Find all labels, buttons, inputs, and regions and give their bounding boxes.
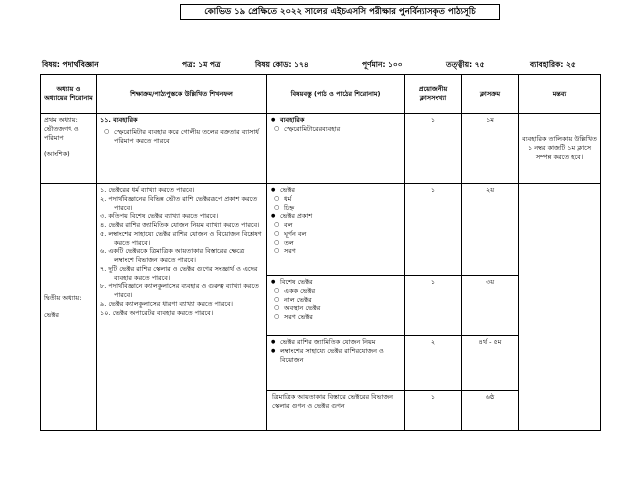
content-item: ○ স্ফেরোমিটারেরব্যবহার xyxy=(284,125,401,134)
table-row xyxy=(41,114,601,184)
sequence-cell: ৩য় xyxy=(462,276,519,336)
content-bullet: ● লম্বাংশের সাহায্যে ভেক্টর রাশিরযোজন ও বিয়োজন xyxy=(280,347,401,365)
table-row xyxy=(41,184,601,276)
chapter-line: দ্বিতীয় অধ্যায়: xyxy=(44,294,82,303)
subject-code-label: বিষয় কোড: ১৭৪ xyxy=(255,60,309,69)
classes-cell: ১ xyxy=(405,114,462,184)
content-bullet: ● বিশেষ ভেক্টর xyxy=(280,278,401,287)
theory-marks-label: তত্ত্বীয়: ৭৫ xyxy=(446,60,485,69)
content-cell xyxy=(267,391,405,431)
outcome-item: ৭. দুটি ভেক্টর রাশির স্কেলার ও ভেক্টর গুণের সংজ্ঞার্থ ও এদের ব্যবহার করতে পারবে। xyxy=(100,264,258,282)
remarks-cell xyxy=(519,184,601,431)
outcome-item: ○ স্ফেরোমিটার ব্যবহার করে গোলীয় তলের বক্রতার ব্যাসার্ধ পরিমাপ করতে পারবে xyxy=(114,128,263,146)
classes-cell: ২ xyxy=(405,336,462,391)
full-marks-label: পূর্ণমান: ১০০ xyxy=(362,60,403,69)
paper-label: পত্র: ১ম পত্র xyxy=(182,60,221,69)
content-plain: ত্রিমাত্রিক আয়তাকার বিস্তারে ভেক্টরের বিভাজন স্কেলার গুণন ও ভেক্টর গুণন xyxy=(272,393,394,410)
content-subitem: ○ অবস্থান ভেক্টর xyxy=(284,304,401,313)
chapter-cell xyxy=(41,114,97,184)
content-subitem: ○ বল xyxy=(284,221,401,230)
content-cell xyxy=(267,184,405,276)
content-subitem: ○ নাল ভেক্টর xyxy=(284,296,401,305)
col-remarks-header: মন্তব্য xyxy=(519,75,601,114)
classes-cell: ১ xyxy=(405,391,462,431)
outcome-item: ১০. ভেক্টর অপারেটর ব্যবহার করতে পারবে। xyxy=(100,308,214,317)
classes-cell: ১ xyxy=(405,276,462,336)
chapter-line: ভেক্টর xyxy=(44,311,59,319)
content-subitem: ○ চিহ্ন xyxy=(284,204,401,213)
outcome-item: ৪. ভেক্টর রাশির জ্যামিতিক যোজন নিয়ম ব্যাখ্যা করতে পারবে। xyxy=(100,221,260,230)
chapter-line: প্রথম অধ্যায়: xyxy=(44,116,78,124)
sequence-cell: ২য় xyxy=(462,184,519,276)
outcome-item: ৫. লম্বাংশের সাহায্যে ভেক্টর রাশির যোজন ও বিয়োজন বিশ্লেষণ করতে পারবে। xyxy=(100,229,262,247)
col-sequence-header: ক্লাসক্রম xyxy=(462,75,519,114)
content-subitem: ○ একক ভেক্টর xyxy=(284,287,401,296)
table-header-row xyxy=(41,75,601,114)
content-bullet: ● ভেক্টর রাশির জ্যামিতিক যোজন নিয়ম xyxy=(280,338,401,347)
subject-label: বিষয়: পদার্থবিজ্ঞান xyxy=(42,60,99,69)
outcome-item: ৩. কতিপয় বিশেষ ভেক্টর ব্যাখ্যা করতে পারবে। xyxy=(100,212,219,221)
sequence-cell: ৪র্থ - ৫ম xyxy=(462,336,519,391)
col-chapter-header: অধ্যায় ও অধ্যায়ের শিরোনাম xyxy=(41,75,97,114)
syllabus-table xyxy=(40,74,601,431)
sequence-cell: ১ম xyxy=(462,114,519,184)
content-bullet: ● ভেক্টর প্রকাশ xyxy=(280,212,401,221)
document-title: কোভিড ১৯ প্রেক্ষিতে ২০২২ সালের এইচএসসি পরীক্ষার পুনর্বিন্যাসকৃত পাঠ্যসূচি xyxy=(180,4,500,20)
content-subitem: ○ ঘূর্ণন বল xyxy=(284,230,401,239)
classes-cell: ১ xyxy=(405,184,462,276)
outcome-item: ৬. একটি ভেক্টরকে ত্রিমাত্রিক আয়তাকার বিস্তারের ক্ষেত্রে লম্বাংশে বিভাজন করতে পারবে। xyxy=(100,247,245,265)
chapter-line: (আংশিক) xyxy=(44,150,70,159)
col-classes-header: প্রয়োজনীয় ক্লাসসংখ্যা xyxy=(405,75,462,114)
content-subitem: ○ তল xyxy=(284,239,401,248)
outcomes-cell xyxy=(97,114,267,184)
outcome-item: ১. ভেক্টরের ধর্ম ব্যাখ্যা করতে পারবে। xyxy=(100,186,195,194)
content-bullet: ● ভেক্টর xyxy=(280,186,401,195)
content-heading: ● ব্যবহারিক xyxy=(280,116,401,125)
col-outcomes-header: শিক্ষাক্রম/পাঠ্যপুস্তকে উল্লিখিত শিখনফল xyxy=(97,75,267,114)
chapter-cell xyxy=(41,184,97,431)
col-content-header: বিষয়বস্তু (পাঠ ও পাঠের শিরোনাম) xyxy=(267,75,405,114)
outcome-heading: ১১. ব্যবহারিক xyxy=(100,116,138,124)
content-cell xyxy=(267,114,405,184)
practical-marks-label: ব্যাবহারিক: ২৫ xyxy=(530,60,576,69)
content-subitem: ○ সরণ xyxy=(284,247,401,256)
remarks-cell: ব্যবহারিক তালিকায় উল্লিখিত ১ নম্বর কাজটি ১ম ক্লাসে সম্পন্ন করতে হবে। xyxy=(519,114,601,184)
sequence-cell: ৬ষ্ঠ xyxy=(462,391,519,431)
subject-meta-row xyxy=(40,60,600,72)
outcome-item: ৯. ভেক্টর ক্যালকুলাসের ধারণা ব্যাখ্যা করতে পারবে। xyxy=(100,299,233,308)
content-subitem: ○ ধর্ম xyxy=(284,195,401,204)
content-cell xyxy=(267,336,405,391)
outcomes-cell xyxy=(97,184,267,431)
content-subitem: ○ সরণ ভেক্টর xyxy=(284,313,401,322)
chapter-line: ভৌতজগৎ ও xyxy=(44,124,79,133)
outcome-item: ৮. পদার্থবিজ্ঞানে ক্যালকুলাসের ব্যবহার ও গুরুত্ব ব্যাখ্যা করতে পারবে। xyxy=(100,282,259,300)
chapter-line: পরিমাপ xyxy=(44,133,64,142)
outcome-item: ২. পদার্থবিজ্ঞানের বিভিন্ন ভৌত রাশি ভেক্টররূপে প্রকাশ করতে পারবে। xyxy=(100,194,258,212)
content-cell xyxy=(267,276,405,336)
